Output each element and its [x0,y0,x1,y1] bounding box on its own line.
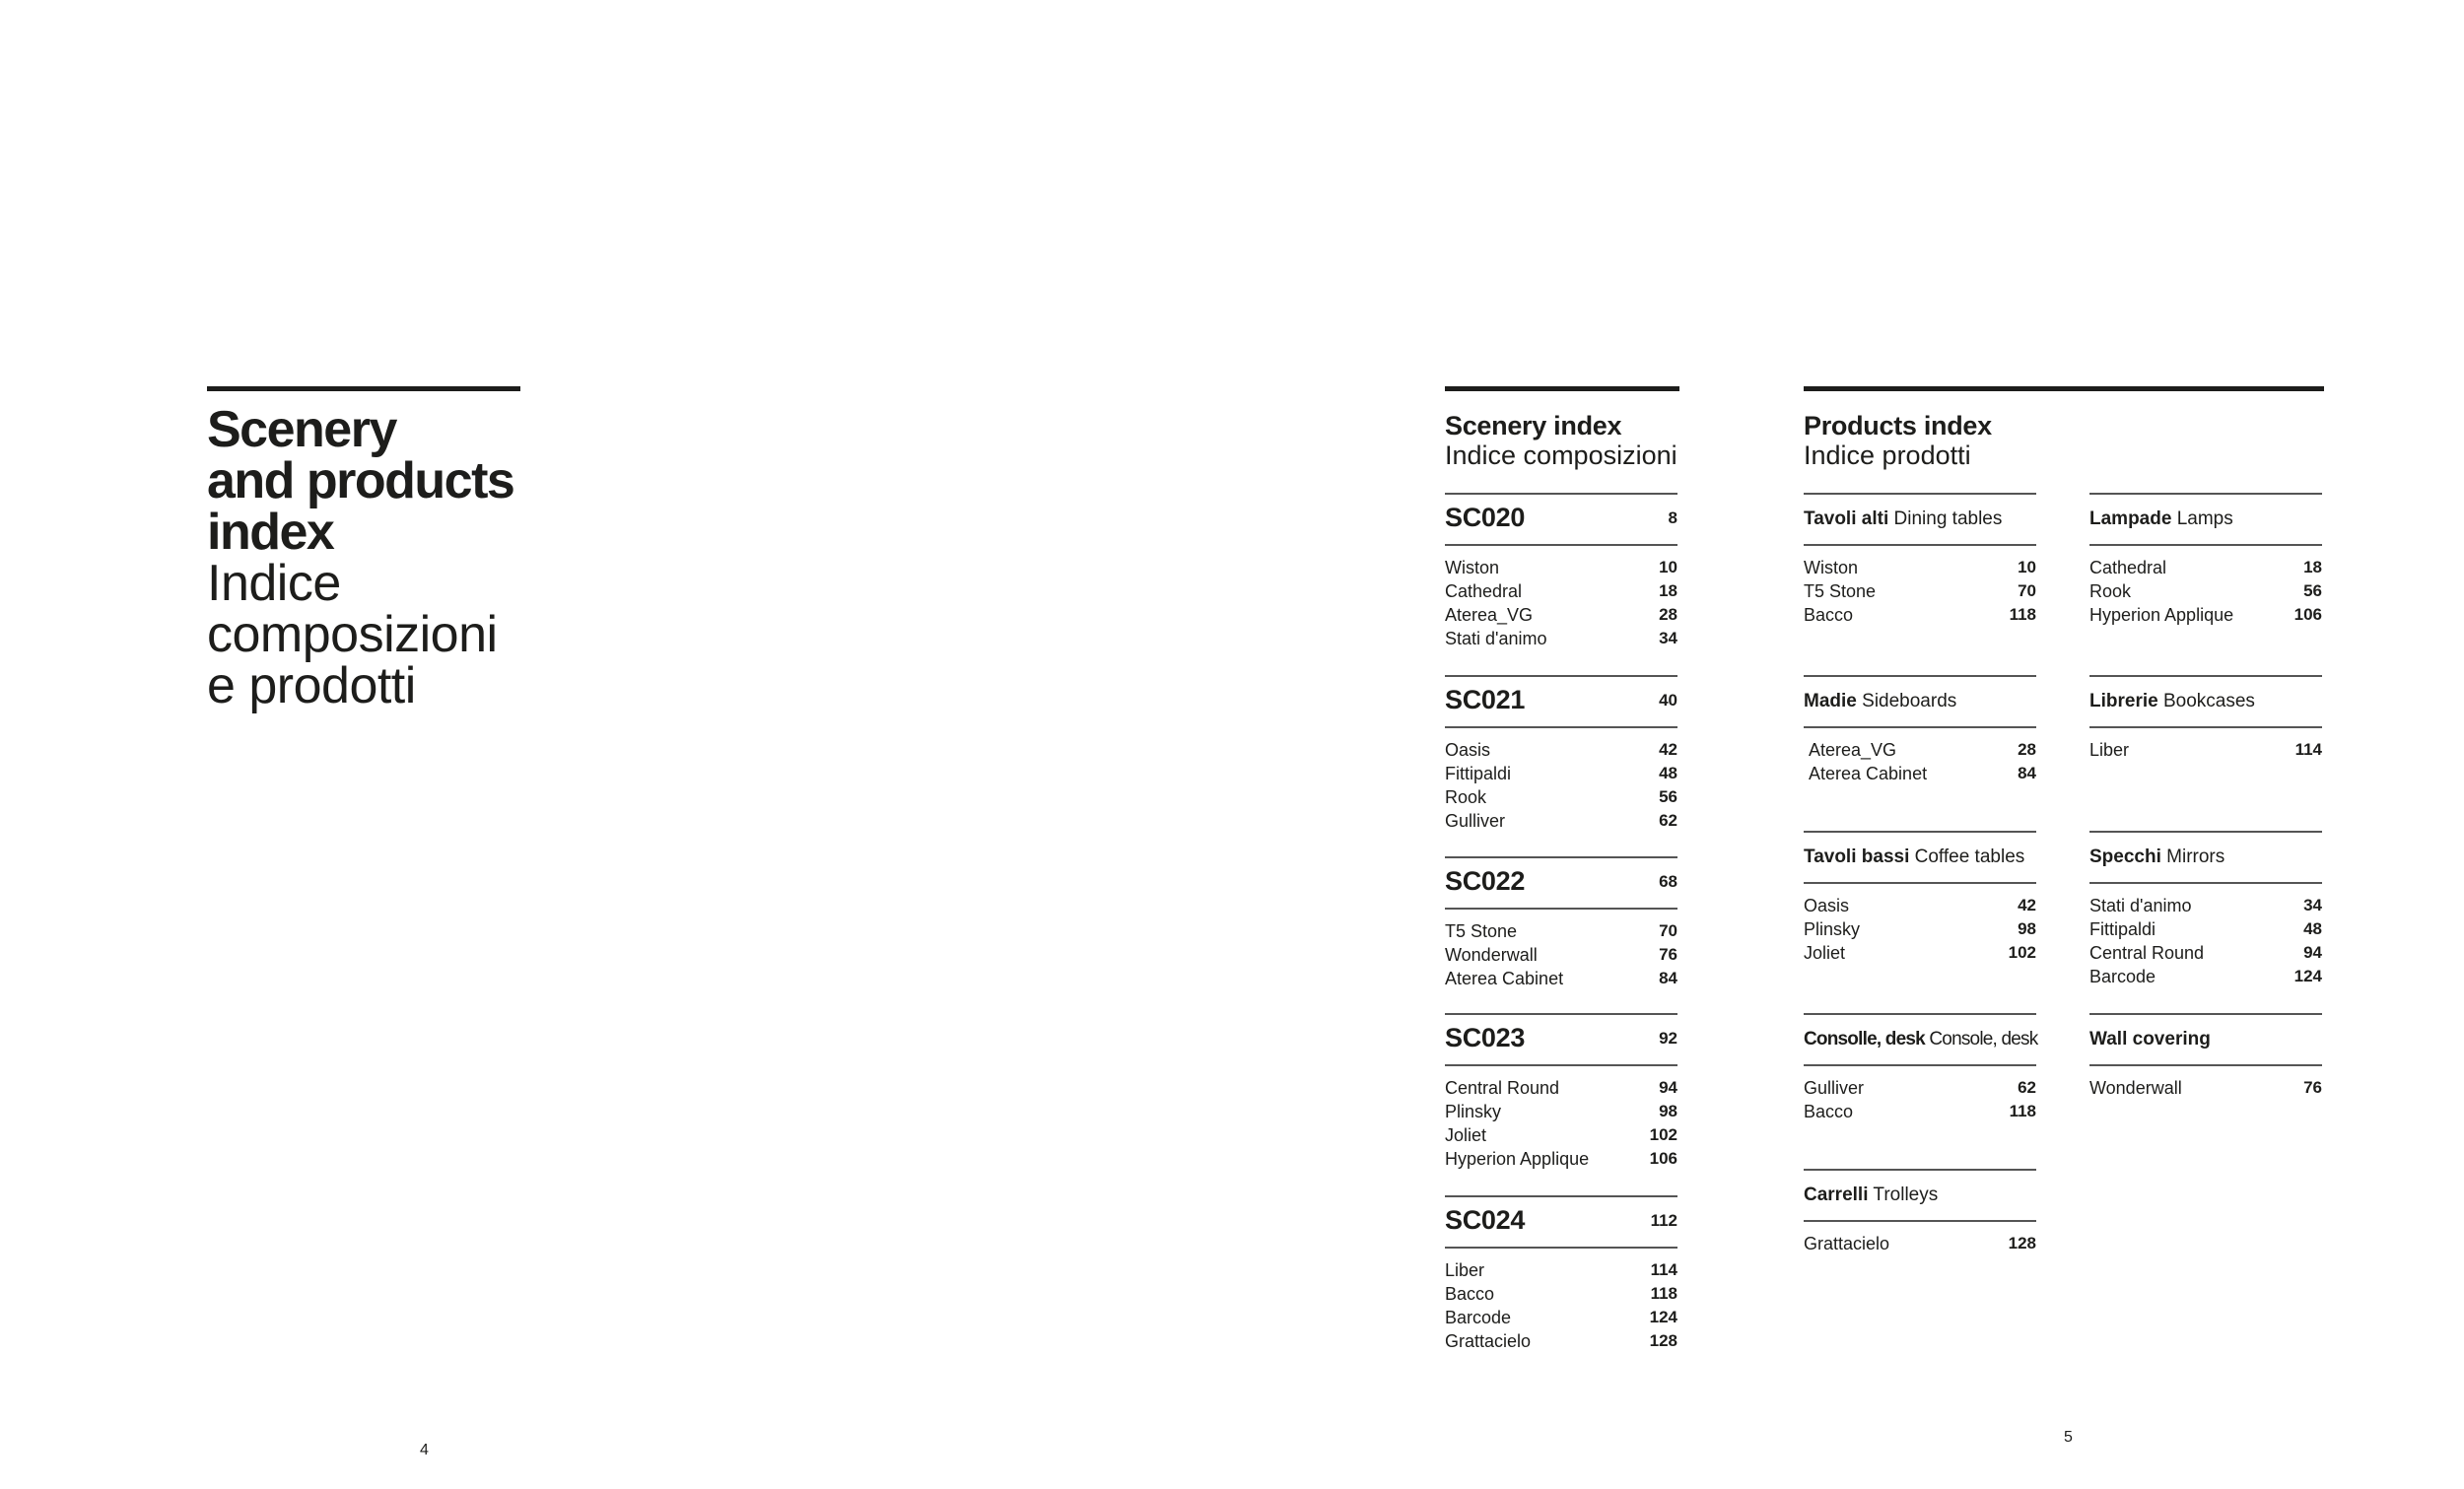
item-page-number: 10 [1659,558,1677,576]
section-header [1445,1197,1677,1249]
list-item [1445,1282,1677,1306]
scenery-page-number: 92 [1659,1029,1677,1048]
title-line: composizioni [207,606,498,663]
item-name: Wonderwall [1445,945,1538,965]
item-page-number: 124 [1649,1308,1677,1326]
category-name: Wall covering [2089,1029,2211,1049]
item-name: Wiston [1445,558,1500,577]
product-section [2089,831,2322,988]
list-item [1445,809,1677,833]
list-item [1804,1100,2036,1123]
category-name: Madie [1804,691,1857,711]
list-item [1445,967,1677,990]
product-section [1804,831,2036,965]
item-page-number: 98 [1659,1102,1677,1120]
section-header [1804,1015,2036,1066]
item-list [2089,728,2322,762]
list-item [1445,1306,1677,1329]
title-line: Indice [207,555,341,612]
products-index-subtitle: Indice prodotti [1804,440,1971,470]
section-header [1804,677,2036,728]
product-section [1804,1013,2036,1123]
item-page-number: 84 [2018,764,2036,782]
list-item [1445,603,1677,627]
item-page-number: 94 [1659,1078,1677,1097]
category-translation: Bookcases [2162,691,2255,711]
list-item [1445,738,1677,762]
product-section [2089,1013,2322,1100]
scenery-page-number: 8 [1668,508,1677,527]
item-page-number: 48 [2303,919,2322,938]
item-page-number: 106 [1649,1149,1677,1168]
item-name: Rook [1445,787,1487,807]
scenery-section [1445,493,1677,650]
list-item [2089,603,2322,627]
item-page-number: 114 [1650,1260,1677,1279]
item-name: Aterea_VG [1445,605,1534,625]
item-list [2089,1066,2322,1100]
list-item [1445,579,1677,603]
category-title [1804,508,2002,530]
title-line: and products [207,452,514,509]
section-header [1804,1171,2036,1222]
title-line: index [207,504,334,561]
list-item [1445,627,1677,650]
item-name: Joliet [1804,943,1846,963]
item-name: Central Round [2089,943,2205,963]
product-section [1804,675,2036,785]
list-item [1445,762,1677,785]
category-translation: Dining tables [1893,508,2003,529]
scenery-code: SC022 [1445,866,1526,896]
list-item [1804,1232,2036,1255]
scenery-index-subtitle: Indice composizioni [1445,440,1677,470]
products-index-rule [1804,386,2324,391]
list-item [1445,1258,1677,1282]
list-item [1445,1100,1677,1123]
item-page-number: 10 [2018,558,2036,576]
category-name: Tavoli alti [1804,508,1889,529]
scenery-index-heading [1445,411,1677,470]
list-item [1445,785,1677,809]
scenery-code: SC023 [1445,1023,1526,1052]
scenery-section [1445,675,1677,833]
item-name: Gulliver [1445,811,1506,831]
item-page-number: 102 [2008,943,2036,962]
item-name: Hyperion Applique [2089,605,2234,625]
list-item [1445,1076,1677,1100]
item-name: Cathedral [1445,581,1523,601]
item-name: Plinsky [1804,919,1861,939]
item-list [1445,728,1677,833]
item-page-number: 94 [2303,943,2322,962]
product-section [2089,493,2322,627]
section-header [1804,495,2036,546]
item-name: Cathedral [2089,558,2167,577]
category-name: Tavoli bassi [1804,846,1910,867]
section-header [2089,495,2322,546]
item-name: Plinsky [1445,1102,1502,1121]
list-item [2089,917,2322,941]
item-name: T5 Stone [1804,581,1877,601]
list-item [1804,556,2036,579]
category-name: Librerie [2089,691,2158,711]
item-name: Wiston [1804,558,1859,577]
item-name: Liber [2089,740,2130,760]
item-list [1804,884,2036,965]
category-title [2089,846,2224,868]
category-translation: Mirrors [2166,846,2225,867]
item-page-number: 76 [1659,945,1677,964]
section-header [2089,833,2322,884]
list-item [1445,1147,1677,1171]
item-page-number: 128 [2008,1234,2036,1252]
item-name: Fittipaldi [1445,764,1512,783]
category-translation: Sideboards [1862,691,1957,711]
item-page-number: 42 [1659,740,1677,759]
list-item [1804,917,2036,941]
scenery-page-number: 40 [1659,691,1677,710]
item-page-number: 70 [2018,581,2036,600]
item-list [1804,1066,2036,1123]
scenery-page-number: 112 [1650,1211,1677,1230]
section-header [1445,1015,1677,1066]
item-name: Central Round [1445,1078,1560,1098]
item-list [1445,546,1677,650]
list-item [1445,1329,1677,1353]
item-name: Bacco [1804,605,1854,625]
item-name: Wonderwall [2089,1078,2182,1098]
list-item [1804,762,2036,785]
scenery-page-number: 68 [1659,872,1677,891]
item-page-number: 76 [2303,1078,2322,1097]
list-item [2089,965,2322,988]
item-page-number: 118 [2009,605,2036,624]
item-name: Barcode [1445,1308,1512,1327]
item-page-number: 106 [2293,605,2322,624]
scenery-code: SC024 [1445,1205,1526,1235]
category-title [2089,691,2255,712]
item-page-number: 18 [2303,558,2322,576]
list-item [1445,919,1677,943]
list-item [2089,941,2322,965]
item-page-number: 70 [1659,921,1677,940]
product-section [1804,1169,2036,1255]
item-name: Aterea_VG [1809,740,1897,760]
page-number-left: 4 [420,1442,429,1458]
item-list [1804,546,2036,627]
list-item [1445,1123,1677,1147]
item-page-number: 118 [2009,1102,2036,1120]
category-title [2089,1029,2211,1050]
category-translation: Lamps [2176,508,2233,529]
item-name: Joliet [1445,1125,1487,1145]
scenery-code: SC020 [1445,503,1526,532]
list-item [1804,579,2036,603]
section-header [2089,677,2322,728]
item-name: Grattacielo [1804,1234,1890,1253]
section-header [1445,495,1677,546]
item-page-number: 128 [1649,1331,1677,1350]
item-list [1804,728,2036,785]
title-rule [207,386,520,391]
item-list [1445,1249,1677,1353]
item-name: Fittipaldi [2089,919,2156,939]
item-page-number: 114 [2294,740,2322,759]
list-item [2089,738,2322,762]
item-page-number: 48 [1659,764,1677,782]
item-page-number: 62 [2018,1078,2036,1097]
item-name: Bacco [1445,1284,1495,1304]
item-list [2089,884,2322,988]
item-page-number: 18 [1659,581,1677,600]
item-page-number: 84 [1659,969,1677,987]
category-title [1804,691,1956,712]
item-name: Barcode [2089,967,2156,986]
scenery-section [1445,856,1677,990]
title-line: Scenery [207,401,396,458]
category-title [1804,1029,2037,1050]
list-item [2089,894,2322,917]
products-index-heading [1804,411,1992,470]
item-name: Hyperion Applique [1445,1149,1590,1169]
category-translation: Trolleys [1873,1184,1939,1205]
item-page-number: 102 [1649,1125,1677,1144]
category-name: Lampade [2089,508,2172,529]
item-page-number: 98 [2018,919,2036,938]
item-page-number: 56 [2303,581,2322,600]
category-title [1804,1184,1938,1206]
section-header [1804,833,2036,884]
item-name: Stati d'animo [2089,896,2192,915]
section-header [1445,858,1677,910]
list-item [1804,894,2036,917]
item-name: Bacco [1804,1102,1854,1121]
item-page-number: 62 [1659,811,1677,830]
item-name: Aterea Cabinet [1445,969,1564,988]
title-line: e prodotti [207,657,416,714]
category-title [1804,846,2024,868]
scenery-index-title: Scenery index [1445,411,1622,440]
item-name: T5 Stone [1445,921,1518,941]
category-translation: Console, desk [1929,1029,2038,1049]
item-name: Oasis [1445,740,1491,760]
page-number-right: 5 [2064,1429,2073,1446]
list-item [1804,1076,2036,1100]
item-name: Oasis [1804,896,1850,915]
item-name: Rook [2089,581,2132,601]
product-section [2089,675,2322,762]
list-item [1804,603,2036,627]
item-page-number: 56 [1659,787,1677,806]
section-header [1445,677,1677,728]
scenery-section [1445,1013,1677,1171]
list-item [2089,1076,2322,1100]
section-header [2089,1015,2322,1066]
item-page-number: 42 [2018,896,2036,914]
list-item [2089,579,2322,603]
item-name: Stati d'animo [1445,629,1547,648]
list-item [1445,943,1677,967]
list-item [1804,738,2036,762]
item-list [1445,910,1677,990]
item-page-number: 34 [2303,896,2322,914]
scenery-section [1445,1195,1677,1353]
page-title [207,401,532,714]
item-name: Grattacielo [1445,1331,1532,1351]
item-page-number: 118 [1650,1284,1677,1303]
item-name: Aterea Cabinet [1809,764,1928,783]
scenery-code: SC021 [1445,685,1526,714]
item-page-number: 28 [1659,605,1677,624]
item-name: Gulliver [1804,1078,1865,1098]
list-item [2089,556,2322,579]
item-list [2089,546,2322,627]
scenery-index-rule [1445,386,1679,391]
item-list [1445,1066,1677,1171]
category-name: Specchi [2089,846,2161,867]
category-translation: Coffee tables [1914,846,2025,867]
list-item [1445,556,1677,579]
item-list [1804,1222,2036,1255]
category-name: Carrelli [1804,1184,1869,1205]
product-section [1804,493,2036,627]
item-page-number: 34 [1659,629,1677,647]
item-page-number: 124 [2293,967,2322,985]
item-name: Liber [1445,1260,1485,1280]
list-item [1804,941,2036,965]
item-page-number: 28 [2018,740,2036,759]
category-name: Consolle, desk [1804,1029,1925,1049]
category-title [2089,508,2233,530]
products-index-title: Products index [1804,411,1992,440]
